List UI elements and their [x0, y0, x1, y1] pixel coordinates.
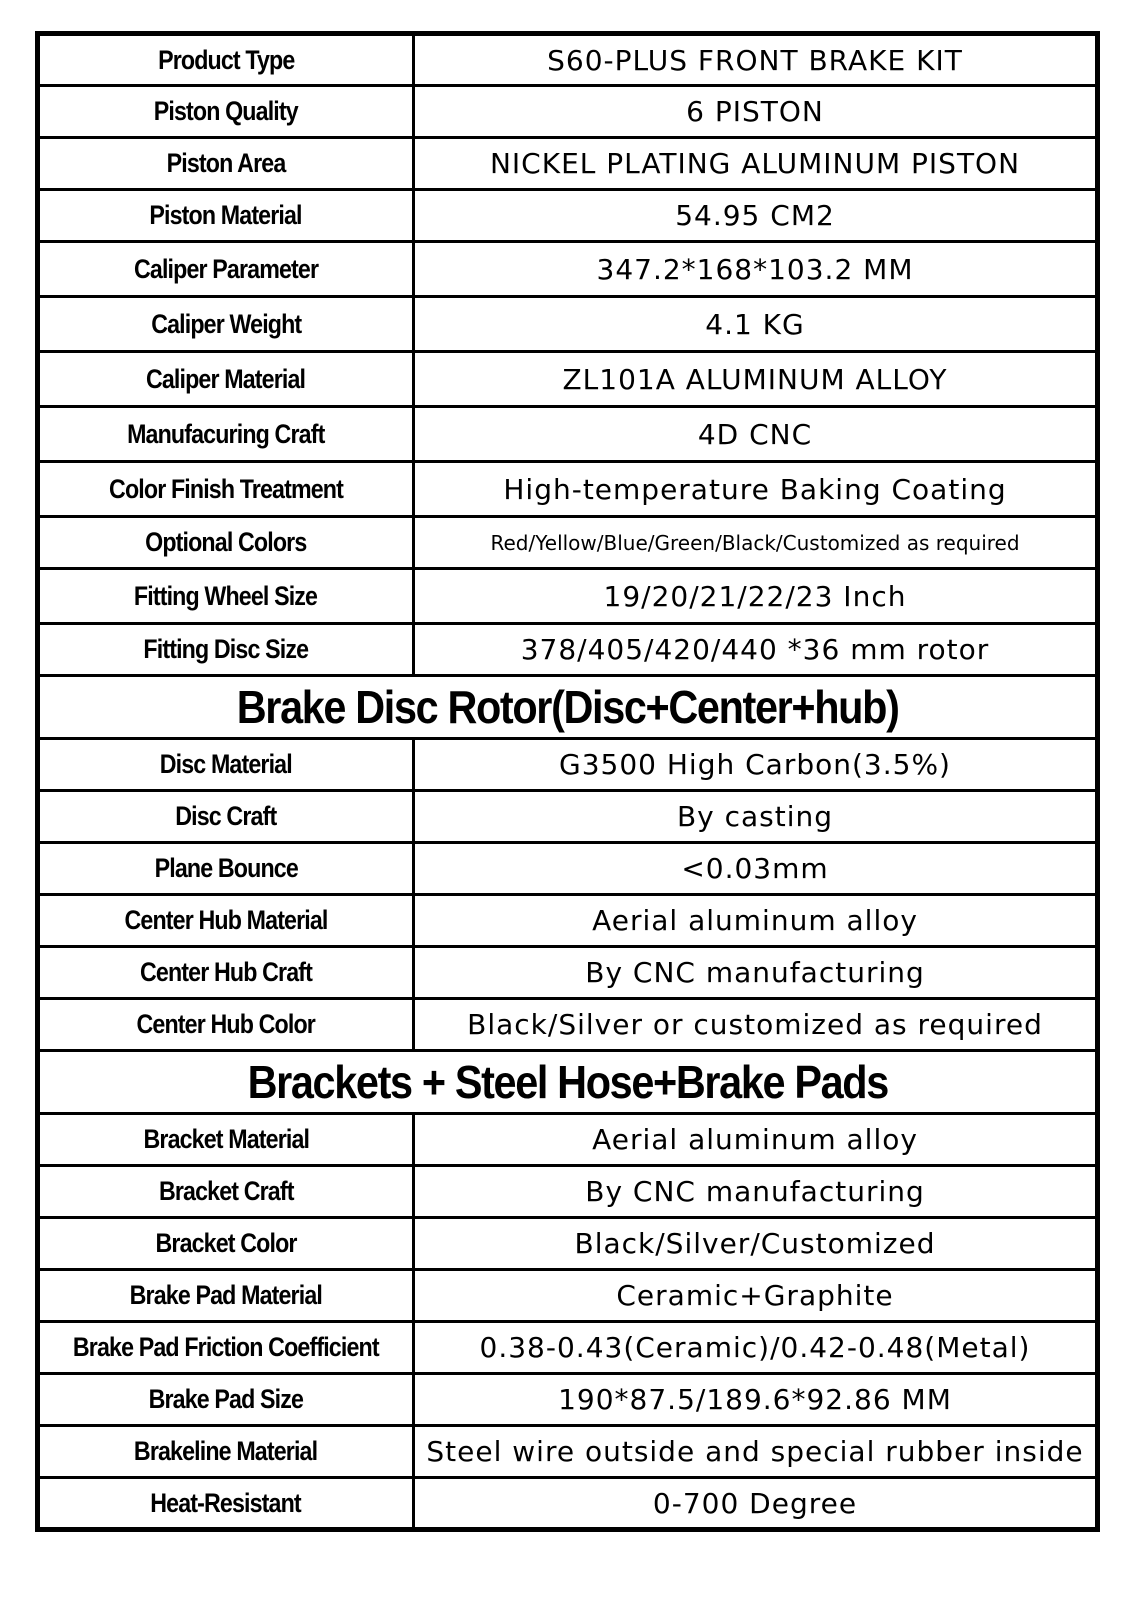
- spec-row-disc-craft: [38, 791, 1098, 843]
- spec-value: 4D CNC: [414, 407, 1098, 462]
- spec-value: S60-PLUS FRONT BRAKE KIT: [414, 34, 1098, 86]
- spec-label: Disc Craft: [38, 791, 414, 843]
- spec-label: Fitting Wheel Size: [38, 569, 414, 624]
- spec-label: Center Hub Color: [38, 999, 414, 1051]
- spec-label: Manufacuring Craft: [38, 407, 414, 462]
- spec-row-center-hub-color: [38, 999, 1098, 1051]
- spec-value: 4.1 KG: [414, 297, 1098, 352]
- spec-value: By CNC manufacturing: [414, 947, 1098, 999]
- spec-label: Heat-Resistant: [38, 1478, 414, 1530]
- spec-row-brake-pad-size: [38, 1374, 1098, 1426]
- spec-row-caliper-parameter: [38, 242, 1098, 297]
- spec-value: 0.38-0.43(Ceramic)/0.42-0.48(Metal): [414, 1322, 1098, 1374]
- spec-label: Brake Pad Material: [38, 1270, 414, 1322]
- spec-label: Bracket Craft: [38, 1166, 414, 1218]
- section-rotor-title: Brake Disc Rotor(Disc+Center+hub): [38, 676, 1098, 739]
- spec-row-bracket-material: [38, 1114, 1098, 1166]
- spec-value: High-temperature Baking Coating: [414, 462, 1098, 517]
- spec-value: ZL101A ALUMINUM ALLOY: [414, 352, 1098, 407]
- spec-label: Piston Material: [38, 190, 414, 242]
- spec-row-heat-resistant: [38, 1478, 1098, 1530]
- spec-value: Steel wire outside and special rubber inside: [414, 1426, 1098, 1478]
- spec-label: Bracket Material: [38, 1114, 414, 1166]
- spec-value: Ceramic+Graphite: [414, 1270, 1098, 1322]
- spec-row-optional-colors: [38, 517, 1098, 569]
- spec-label: Optional Colors: [38, 517, 414, 569]
- spec-label: Caliper Weight: [38, 297, 414, 352]
- spec-row-bracket-craft: [38, 1166, 1098, 1218]
- spec-row-brake-pad-material: [38, 1270, 1098, 1322]
- spec-value: 54.95 CM2: [414, 190, 1098, 242]
- spec-value: By CNC manufacturing: [414, 1166, 1098, 1218]
- spec-label: Caliper Parameter: [38, 242, 414, 297]
- spec-row-color-finish: [38, 462, 1098, 517]
- spec-row-product-type: [38, 34, 1098, 86]
- brake-kit-spec-table: [35, 31, 1100, 1532]
- spec-row-caliper-material: [38, 352, 1098, 407]
- spec-row-piston-quality: [38, 86, 1098, 138]
- spec-label: Brake Pad Friction Coefficient: [38, 1322, 414, 1374]
- spec-label: Fitting Disc Size: [38, 624, 414, 676]
- spec-value: 347.2*168*103.2 MM: [414, 242, 1098, 297]
- spec-row-caliper-weight: [38, 297, 1098, 352]
- spec-value: By casting: [414, 791, 1098, 843]
- spec-value: G3500 High Carbon(3.5%): [414, 739, 1098, 791]
- spec-value: 378/405/420/440 *36 mm rotor: [414, 624, 1098, 676]
- spec-value: Red/Yellow/Blue/Green/Black/Customized as required: [414, 517, 1098, 569]
- spec-label: Bracket Color: [38, 1218, 414, 1270]
- spec-row-bracket-color: [38, 1218, 1098, 1270]
- spec-row-friction-coefficient: [38, 1322, 1098, 1374]
- spec-row-center-hub-material: [38, 895, 1098, 947]
- spec-label: Brake Pad Size: [38, 1374, 414, 1426]
- spec-value: Black/Silver or customized as required: [414, 999, 1098, 1051]
- section-bracket-title: Brackets + Steel Hose+Brake Pads: [38, 1051, 1098, 1114]
- spec-row-center-hub-craft: [38, 947, 1098, 999]
- spec-value: NICKEL PLATING ALUMINUM PISTON: [414, 138, 1098, 190]
- spec-row-disc-size: [38, 624, 1098, 676]
- spec-label: Plane Bounce: [38, 843, 414, 895]
- spec-label: Disc Material: [38, 739, 414, 791]
- spec-value: Black/Silver/Customized: [414, 1218, 1098, 1270]
- spec-value: <0.03mm: [414, 843, 1098, 895]
- spec-row-piston-area: [38, 138, 1098, 190]
- spec-value: 6 PISTON: [414, 86, 1098, 138]
- spec-label: Product Type: [38, 34, 414, 86]
- spec-row-wheel-size: [38, 569, 1098, 624]
- spec-label: Center Hub Material: [38, 895, 414, 947]
- spec-label: Caliper Material: [38, 352, 414, 407]
- spec-row-disc-material: [38, 739, 1098, 791]
- spec-row-brakeline-material: [38, 1426, 1098, 1478]
- spec-value: Aerial aluminum alloy: [414, 1114, 1098, 1166]
- spec-label: Piston Area: [38, 138, 414, 190]
- spec-label: Piston Quality: [38, 86, 414, 138]
- spec-row-piston-material: [38, 190, 1098, 242]
- spec-value: 190*87.5/189.6*92.86 MM: [414, 1374, 1098, 1426]
- spec-value: 19/20/21/22/23 Inch: [414, 569, 1098, 624]
- spec-label: Center Hub Craft: [38, 947, 414, 999]
- section-bracket-row: [38, 1051, 1098, 1114]
- section-rotor-row: [38, 676, 1098, 739]
- spec-value: 0-700 Degree: [414, 1478, 1098, 1530]
- spec-value: Aerial aluminum alloy: [414, 895, 1098, 947]
- spec-row-manufacturing-craft: [38, 407, 1098, 462]
- spec-label: Color Finish Treatment: [38, 462, 414, 517]
- spec-label: Brakeline Material: [38, 1426, 414, 1478]
- spec-row-plane-bounce: [38, 843, 1098, 895]
